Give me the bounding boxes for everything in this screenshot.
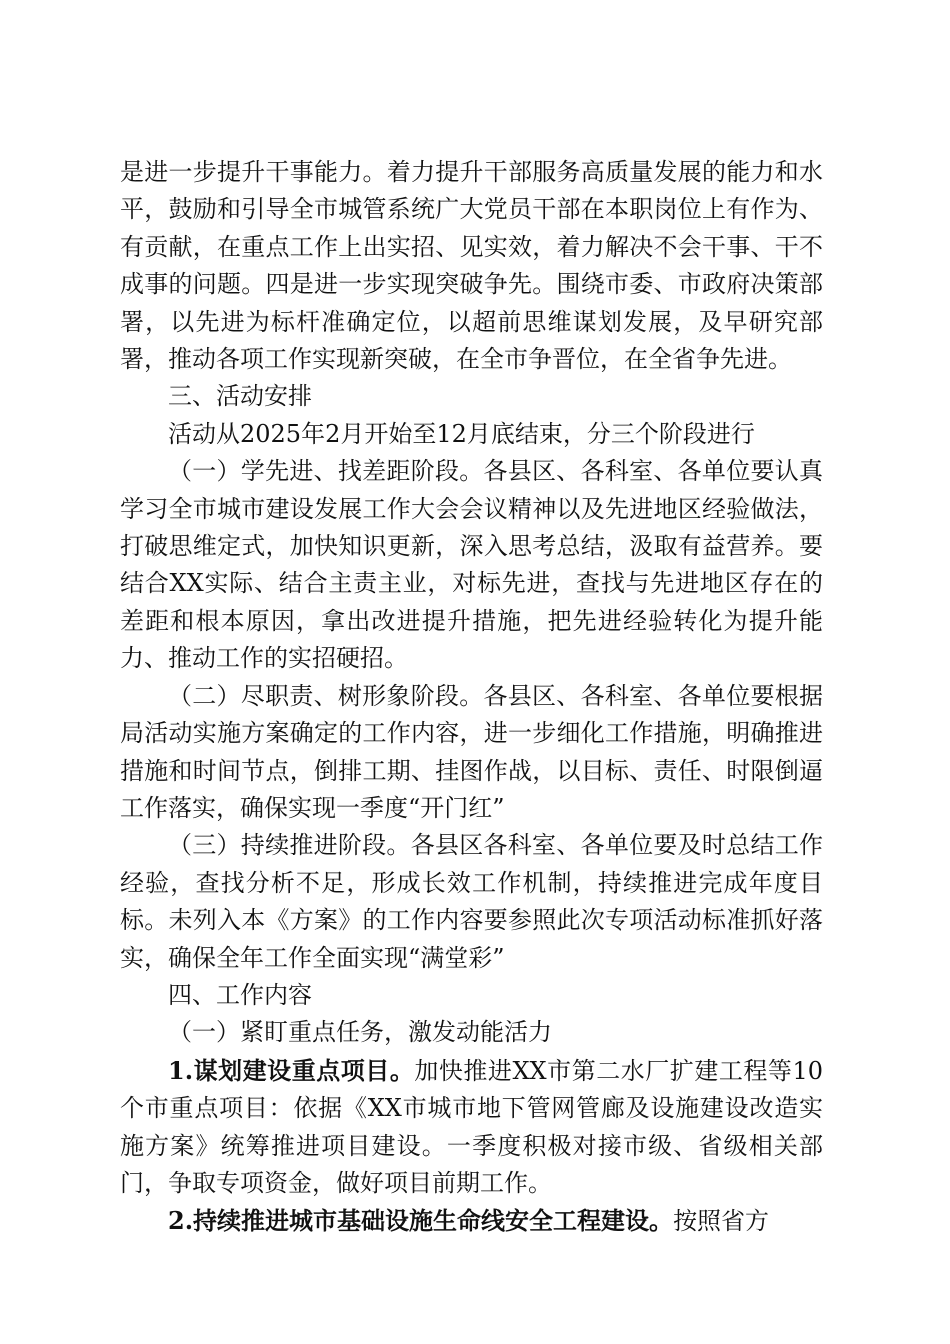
paragraph-schedule <box>120 416 823 453</box>
paragraph-text: 各县区各科室、各单位要及时总结工作经验，查找分析不足，形成长效工作机制，持续推进完成年度目标。未列入本《方案》的工作内容要参照此次专项活动标准抓好落实，确保全年工作全面实现“满堂彩” <box>120 831 824 972</box>
paragraph-text: 活动从2025年2月开始至12月底结束，分三个阶段进行 <box>168 419 755 448</box>
paragraph-stage-1 <box>120 453 823 677</box>
item-lead: 1.谋划建设重点项目。 <box>168 1055 415 1085</box>
subsection-heading-1 <box>120 1014 823 1051</box>
paragraph-lead: （三）持续推进阶段。 <box>168 831 411 860</box>
paragraph-stage-3 <box>120 827 823 977</box>
paragraph-text: 各县区、各科室、各单位要认真学习全市城市建设发展工作大会会议精神以及先进地区经验做法，打破思维定式，加快知识更新，深入思考总结，汲取有益营养。要结合XX实际、结合主责主业，对标先进，查找与先进地区存在的差距和根本原因，拿出改进提升措施，把先进经验转化为提升能力、推动工作的实招硬招。 <box>120 457 823 673</box>
section-heading-3 <box>120 378 823 415</box>
paragraph-lead: （一）学先进、找差距阶段。 <box>168 457 484 486</box>
document-body <box>120 154 823 1241</box>
section-heading-4 <box>120 977 823 1014</box>
heading-text: 四、工作内容 <box>168 980 312 1009</box>
paragraph-text: 加快推进XX市第二水厂扩建工程等10个市重点项目：依据《XX市城市地下管网管廊及设施建设改造实施方案》统筹推进项目建设。一季度积极对接市级、省级相关部门，争取专项资金，做好项目前期工作。 <box>120 1056 823 1197</box>
paragraph-text: 各县区、各科室、各单位要根据局活动实施方案确定的工作内容，进一步细化工作措施，明确推进措施和时间节点，倒排工期、挂图作战，以目标、责任、时限倒逼工作落实，确保实现一季度“开门红” <box>120 681 823 822</box>
paragraph-item-1 <box>120 1052 823 1203</box>
subheading-text: （一）紧盯重点任务，激发动能活力 <box>168 1018 552 1047</box>
paragraph-stage-2 <box>120 678 823 828</box>
paragraph-text: 按照省方 <box>673 1207 770 1236</box>
heading-text: 三、活动安排 <box>168 382 312 411</box>
paragraph-continuation <box>120 154 823 378</box>
paragraph-item-2 <box>120 1202 823 1240</box>
item-lead: 2.持续推进城市基础设施生命线安全工程建设。 <box>168 1206 674 1236</box>
paragraph-text: 是进一步提升干事能力。着力提升干部服务高质量发展的能力和水平，鼓励和引导全市城管系统广大党员干部在本职岗位上有作为、有贡献，在重点工作上出实招、见实效，着力解决不会干事、干不成事的问题。四是进一步实现突破争先。围绕市委、市政府决策部署，以先进为标杆准确定位，以超前思维谋划发展，及早研究部署，推动各项工作实现新突破，在全市争晋位，在全省争先进。 <box>120 158 823 374</box>
paragraph-lead: （二）尽职责、树形象阶段。 <box>168 681 484 710</box>
